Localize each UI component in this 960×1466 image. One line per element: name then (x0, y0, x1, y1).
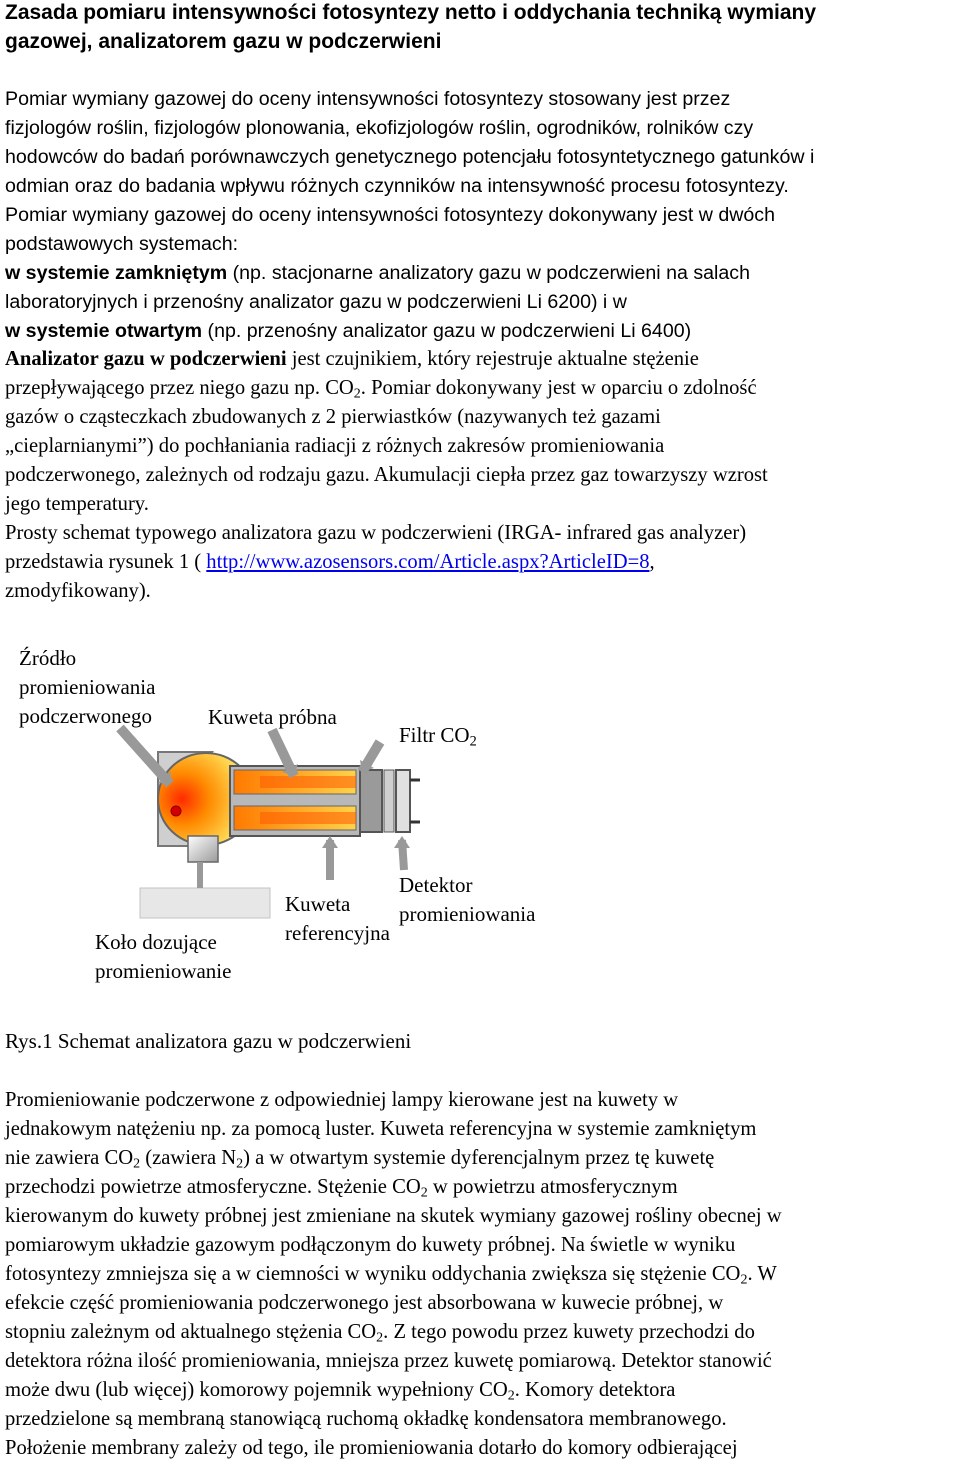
body-text: jednakowym natężeniu np. za pomocą luster. Kuweta referencyjna w systemie zamkniętym (5, 1118, 757, 1140)
body-text: stopniu zależnym od aktualnego stężenia CO (5, 1321, 377, 1343)
body-text: Promieniowanie podczerwone z odpowiedniej lampy kierowane jest na kuwety w (5, 1089, 679, 1111)
intro-paragraph (5, 85, 957, 346)
body-paragraph (5, 1086, 957, 1463)
body-line (5, 1260, 957, 1289)
subscript: 2 (507, 1388, 515, 1404)
body-line (5, 1318, 957, 1347)
subscript: 2 (740, 1272, 748, 1288)
body-text: ) a w otwartym systemie dyferencjalnym przez tę kuwetę (243, 1147, 715, 1169)
document-title (5, 0, 957, 56)
intro-line: Pomiar wymiany gazowej do oceny intensywności fotosyntezy dokonywany jest w dwóch (5, 204, 775, 226)
closed-system-term: w systemie zamkniętym (5, 262, 228, 284)
body-text: . Komory detektora (514, 1379, 676, 1401)
cuvette-tubes (230, 766, 360, 836)
subscript: 2 (420, 1185, 428, 1201)
source-link[interactable]: http://www.azosensors.com/Article.aspx?ArticleID=8 (206, 551, 650, 573)
body-line (5, 1173, 957, 1202)
detector-plates (396, 770, 420, 832)
irga-line: Prosty schemat typowego analizatora gazu w podczerwieni (IRGA- infrared gas analyzer) (5, 522, 747, 544)
open-system-line: w systemie otwartym (np. przenośny analizator gazu w podczerwieni Li 6400) (5, 320, 692, 342)
lamp-reflector (158, 752, 254, 846)
co2-filter-block (360, 770, 394, 832)
subscript: 2 (376, 1330, 384, 1346)
irga-line: przedstawia rysunek 1 ( http://www.azosensors.com/Article.aspx?ArticleID=8, (5, 551, 655, 573)
intro-line: hodowców do badań porównawczych genetycznego potencjału fotosyntetycznego gatunków i (5, 146, 815, 168)
body-line (5, 1405, 957, 1434)
intro-line: fizjologów roślin, fizjologów plonowania, ekofizjologów roślin, ogrodników, rolników czy (5, 117, 754, 139)
irga-line: zmodyfikowany). (5, 580, 151, 602)
body-text: przechodzi powietrze atmosferyczne. Stężenie CO (5, 1176, 421, 1198)
body-line (5, 1347, 957, 1376)
pointer-arrows (120, 728, 410, 880)
body-line (5, 1144, 957, 1173)
subscript: 2 (236, 1156, 244, 1172)
analyzer-line: Analizator gazu w podczerwieni jest czujnikiem, który rejestruje aktualne stężenie (5, 348, 699, 370)
analyzer-paragraph (5, 345, 957, 606)
figure-caption: Rys.1 Schemat analizatora gazu w podczerwieni (5, 1029, 412, 1053)
analyzer-line: „cieplarnianymi”) do pochłaniania radiacji z różnych zakresów promieniowania (5, 435, 665, 457)
body-text: w powietrzu atmosferycznym (427, 1176, 678, 1198)
label-detector: Detektor promieniowania (399, 873, 536, 926)
body-line (5, 1231, 957, 1260)
body-text: Położenie membrany zależy od tego, ile promieniowania dotarło do komory odbierającej (5, 1437, 738, 1459)
body-line (5, 1289, 957, 1318)
label-chopper-wheel: Koło dozujące promieniowanie (95, 930, 232, 983)
body-line (5, 1115, 957, 1144)
body-line (5, 1086, 957, 1115)
label-co2-filter: Filtr $CO_2$ (399, 723, 477, 750)
body-text: fotosyntezy zmniejsza się a w ciemności w wyniku oddychania zwiększa się stężenie CO (5, 1263, 741, 1285)
body-line (5, 1434, 957, 1463)
open-system-term: w systemie otwartym (5, 320, 203, 342)
title-line: Zasada pomiaru intensywności fotosyntezy netto i oddychania techniką wymiany (5, 1, 817, 24)
analyzer-term: Analizator gazu w podczerwieni (5, 348, 287, 370)
analyzer-line: podczerwonego, zależnych od rodzaju gazu. Akumulacji ciepła przez gaz towarzyszy wzrost (5, 464, 768, 486)
intro-line: Pomiar wymiany gazowej do oceny intensywności fotosyntezy stosowany jest przez (5, 88, 731, 110)
subscript: 2 (133, 1156, 141, 1172)
label-sample-cuvette: Kuweta próbna (208, 705, 337, 729)
closed-system-line: w systemie zamkniętym (np. stacjonarne analizatory gazu w podczerwieni na salach (5, 262, 750, 284)
body-text: efekcie część promieniowania podczerwonego jest absorbowana w kuwecie próbnej, w (5, 1292, 724, 1314)
body-text: (zawiera N (140, 1147, 237, 1169)
body-line (5, 1202, 957, 1231)
analyzer-line: gazów o cząsteczkach zbudowanych z 2 pierwiastków (nazywanych też gazami (5, 406, 661, 428)
analyzer-line: przepływającego przez niego gazu np. $CO_2$. Pomiar dokonywany jest w oparciu o zdolność (5, 377, 757, 402)
body-text: . Z tego powodu przez kuwety przechodzi do (383, 1321, 755, 1343)
body-text: pomiarowym układzie gazowym podłączonym do kuwety próbnej. Na świetle w wyniku (5, 1234, 736, 1256)
chopper-wheel (140, 836, 270, 918)
body-text: kierowanym do kuwety próbnej jest zmieniane na skutek wymiany gazowej rośliny obecnej w (5, 1205, 782, 1227)
analyzer-line: jego temperatury. (5, 493, 149, 515)
label-reference-cuvette: Kuweta referencyjna (285, 892, 390, 945)
closed-system-line-2: laboratoryjnych i przenośny analizator gazu w podczerwieni Li 6200) i w (5, 291, 627, 313)
body-text: przedzielone są membraną stanowiącą ruchomą okładkę kondensatora membranowego. (5, 1408, 727, 1430)
body-text: nie zawiera CO (5, 1147, 134, 1169)
label-ir-source: Źródło promieniowania podczerwonego (19, 646, 156, 728)
intro-line: podstawowych systemach: (5, 233, 239, 255)
body-text: detektora różna ilość promieniowania, mniejsza przez kuwetę pomiarową. Detektor stanowić (5, 1350, 772, 1372)
body-text: może dwu (lub więcej) komorowy pojemnik wypełniony CO (5, 1379, 508, 1401)
title-line: gazowej, analizatorem gazu w podczerwieni (5, 30, 442, 53)
body-text: . W (747, 1263, 777, 1285)
body-line (5, 1376, 957, 1405)
intro-line: odmian oraz do badania wpływu różnych czynników na intensywność procesu fotosyntezy. (5, 175, 789, 197)
